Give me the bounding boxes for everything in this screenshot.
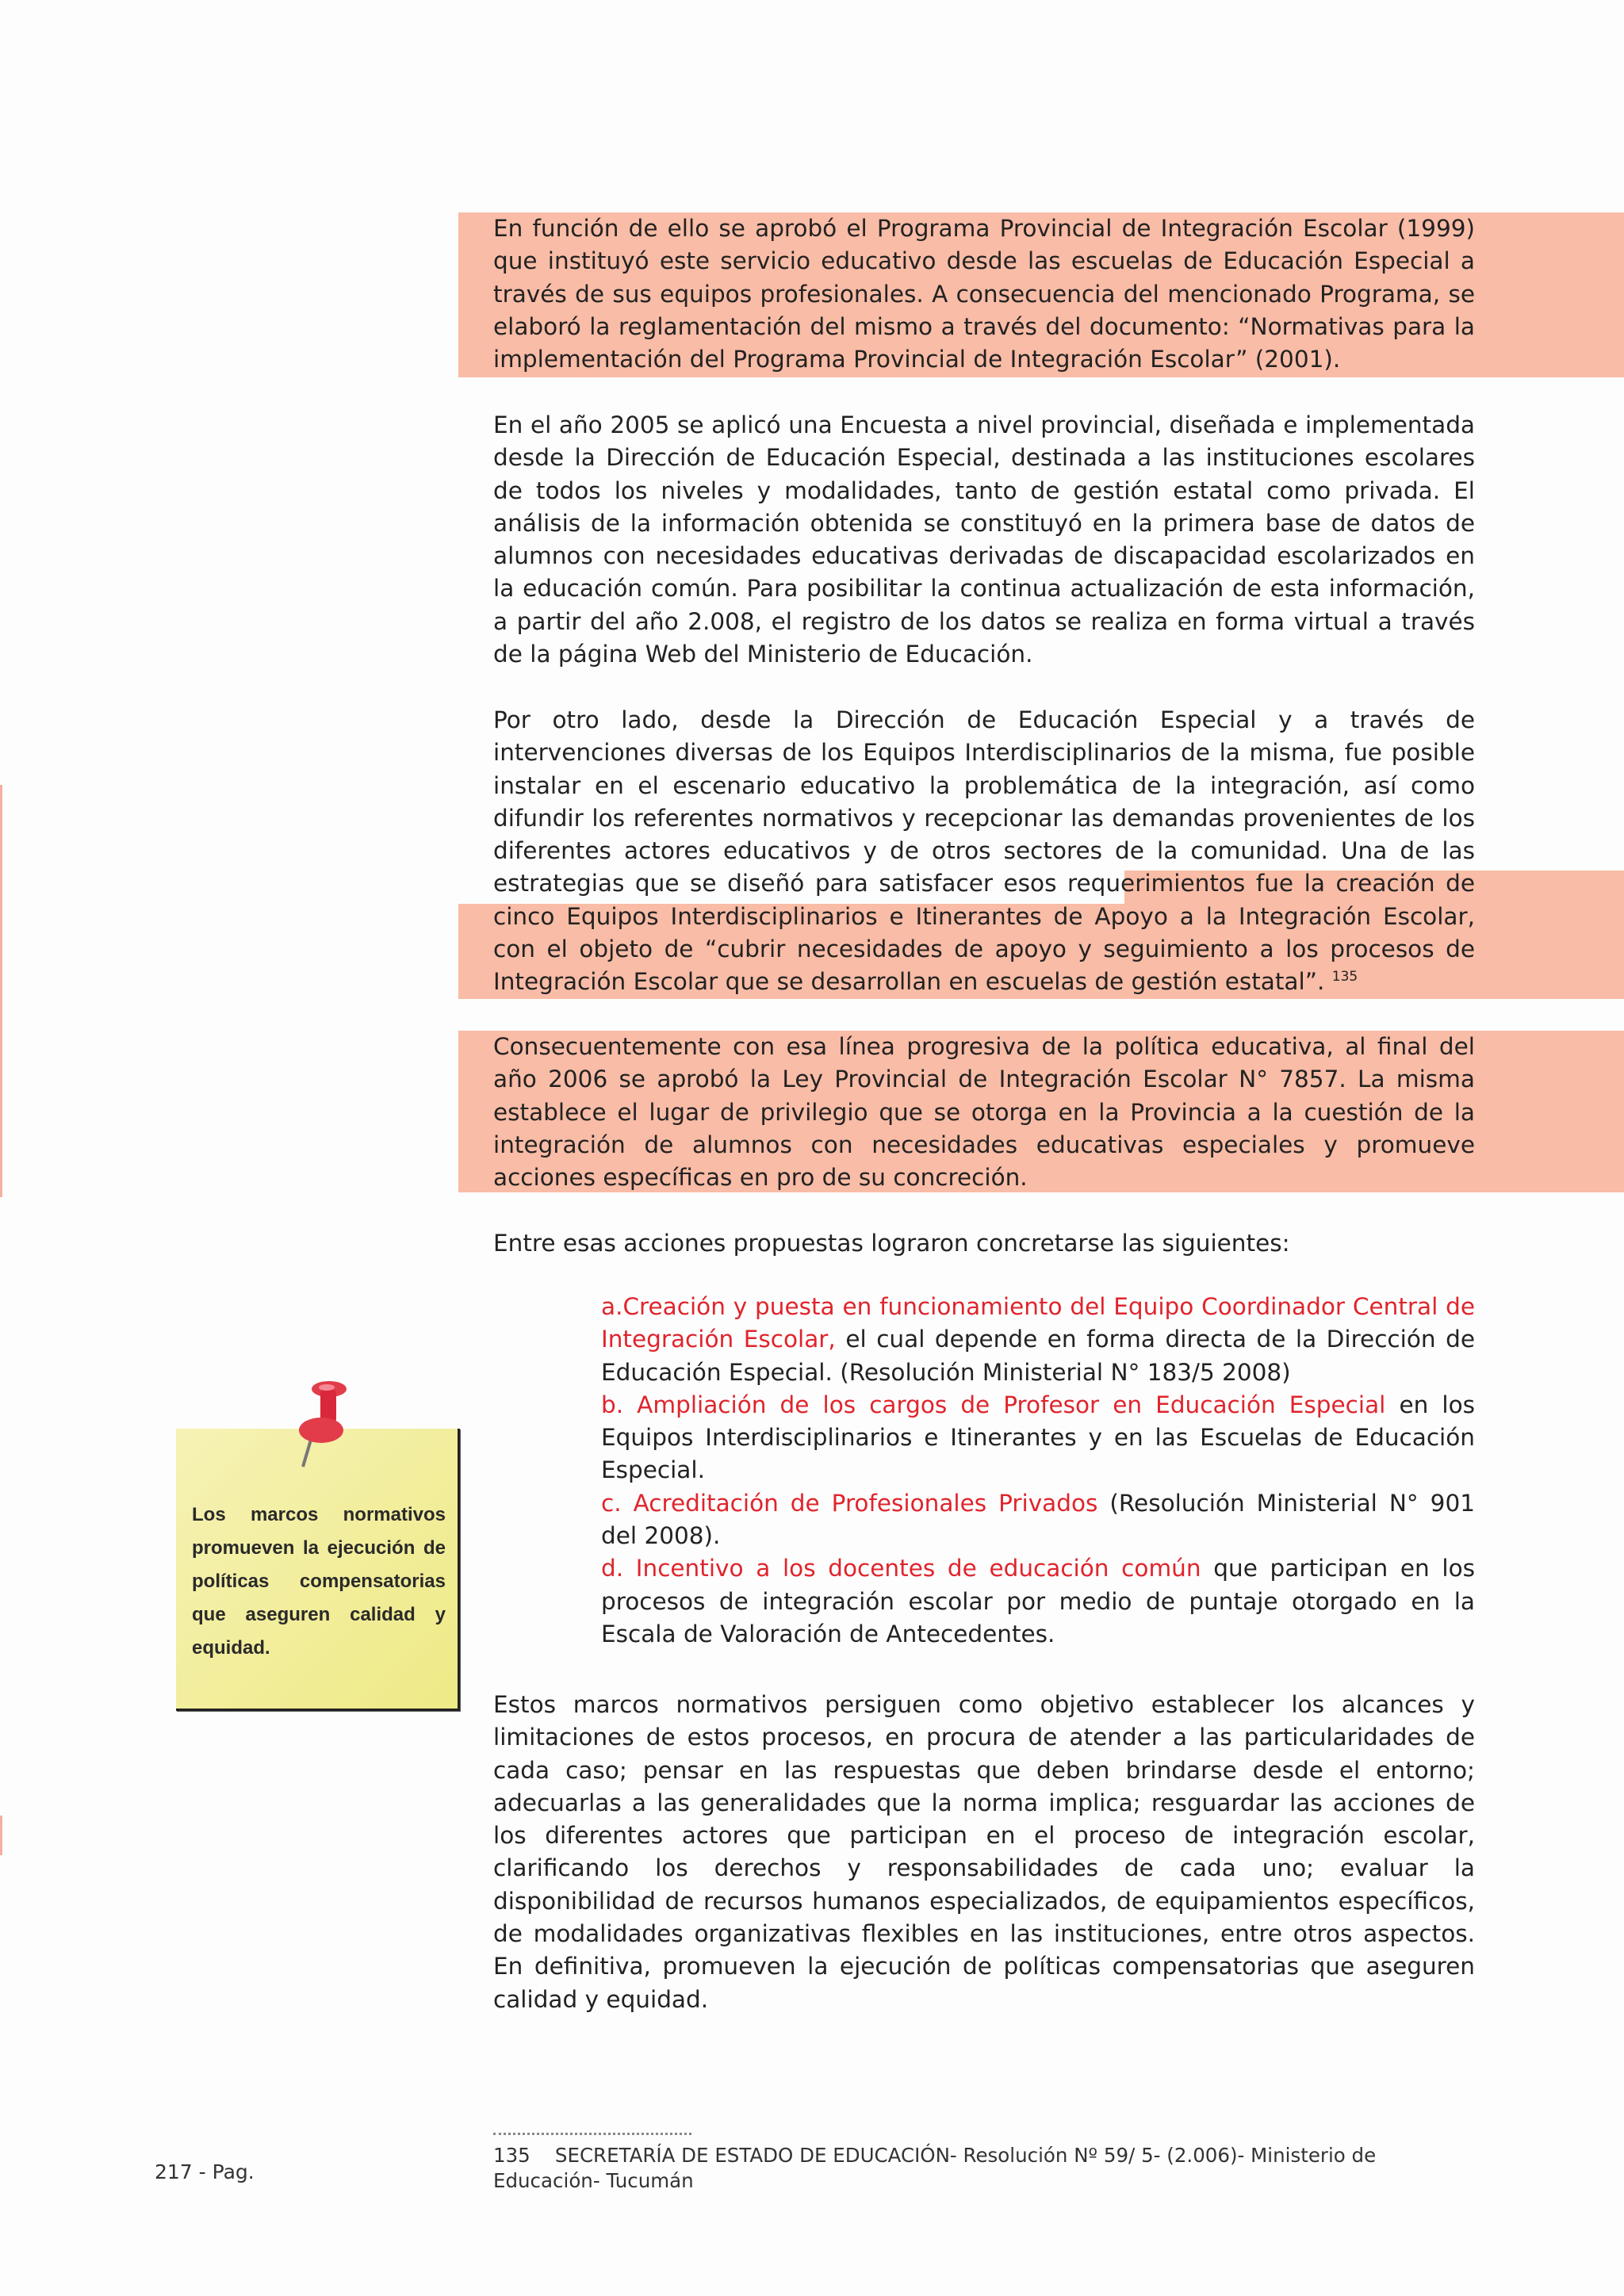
footnote-ref: 135 <box>1331 969 1358 985</box>
list-item-d-text: que participan en los procesos de integración escolar por medio de puntaje otorgado en la Escala de Valoración de Antecedentes. <box>601 1555 1475 1647</box>
footnote <box>493 2143 1475 2194</box>
paragraph-teams <box>493 704 1475 999</box>
paragraph-teams-highlight: la creación de cinco Equipos Interdisciplinarios e Itinerantes de Apoyo a la Integración Escolar, con el objeto de “cubrir necesidades de apoyo y seguimiento a los procesos de Integración Escolar que se desarrollan en escuelas de gestión estatal”. <box>493 870 1475 996</box>
list-item-b-text: en los Equipos Interdisciplinarios e Itinerantes y en las Escuelas de Educación Especial. <box>601 1391 1475 1484</box>
list-item-a-text: el cual depende en forma directa de la Dirección de Educación Especial. (Resolución Ministerial N° 183/5 2008) <box>601 1326 1475 1386</box>
footnote-divider <box>493 2133 691 2135</box>
page-edge-mark <box>0 1816 2 1855</box>
actions-list <box>601 1291 1475 1651</box>
list-item-d-title: d. Incentivo a los docentes de educación común <box>601 1555 1201 1582</box>
footnote-number: 135 <box>493 2144 530 2167</box>
paragraph-law: Consecuentemente con esa línea progresiva de la política educativa, al final del año 2006 se aprobó la Ley Provincial de Integración Escolar N° 7857. La misma establece el lugar de privilegio que se otorga en la Provincia a la cuestión de la integración de alumnos con necesidades educativas especiales y promueve acciones específicas en pro de su concreción. <box>493 1033 1475 1192</box>
page-edge-mark <box>0 785 2 1197</box>
paragraph-actions-intro: Entre esas acciones propuestas lograron concretarse las siguientes: <box>493 1230 1290 1257</box>
list-item-c-text: (Resolución Ministerial N° 901 del 2008). <box>601 1489 1475 1550</box>
paragraph-survey: En el año 2005 se aplicó una Encuesta a nivel provincial, diseñada e implementada desde la Dirección de Educación Especial, destinada a las instituciones escolares de todos los niveles y modalidades, tanto de gestión estatal como privada. El análisis de la información obtenida se constituyó en la primera base de datos de alumnos con necesidades educativas derivadas de discapacidad escolarizados en la educación común. Para posibilitar la continua actualización de esta información, a partir del año 2.008, el registro de los datos se realiza en forma virtual a través de la página Web del Ministerio de Educación. <box>493 411 1475 668</box>
list-item-b-title: b. Ampliación de los cargos de Profesor en Educación Especial <box>601 1391 1386 1418</box>
sticky-note-text: Los marcos normativos promueven la ejecución de políticas compensatorias que aseguren calidad y equidad. <box>192 1504 446 1659</box>
paragraph-program: En función de ello se aprobó el Programa Provincial de Integración Escolar (1999) que instituyó este servicio educativo desde las escuelas de Educación Especial a través de sus equipos profesionales. A consecuencia del mencionado Programa, se elaboró la reglamentación del mismo a través del documento: “Normativas para la implementación del Programa Provincial de Integración Escolar” (2001). <box>493 215 1475 373</box>
paragraph-conclusion: Estos marcos normativos persiguen como objetivo establecer los alcances y limitaciones de estos procesos, en procura de atender a las particularidades de cada caso; pensar en las respuestas que deben brindarse desde el entorno; adecuarlas a las generalidades que la norma implica; resguardar las acciones de los diferentes actores que participan en el proceso de integración escolar, clarificando los derechos y responsabilidades de cada uno; evaluar la disponibilidad de recursos humanos especializados, de equipamientos específicos, de modalidades organizativas flexibles en las instituciones, entre otros aspectos. En definitiva, promueven la ejecución de políticas compensatorias que aseguren calidad y equidad. <box>493 1691 1475 2013</box>
list-item-c-title: c. Acreditación de Profesionales Privados <box>601 1489 1098 1517</box>
page-number: 217 - Pag. <box>155 2160 255 2183</box>
footnote-text: SECRETARÍA DE ESTADO DE EDUCACIÓN- Resolución Nº 59/ 5- (2.006)- Ministerio de Educación- Tucumán <box>493 2144 1377 2192</box>
paragraph-teams-text: Por otro lado, desde la Dirección de Educación Especial y a través de intervenciones diversas de los Equipos Interdisciplinarios de la misma, fue posible instalar en el escenario educativo la problemática de la integración, así como difundir los referentes normativos y recepcionar las demandas provenientes de los diferentes actores educativos y de otros sectores de la comunidad. Una de las estrategias que se diseñó para satisfacer esos requerimientos fue <box>493 706 1475 897</box>
pushpin-icon <box>285 1378 357 1473</box>
list-item-a-title: a.Creación y puesta en funcionamiento del Equipo Coordinador Central de Integración Escolar, <box>601 1293 1475 1353</box>
